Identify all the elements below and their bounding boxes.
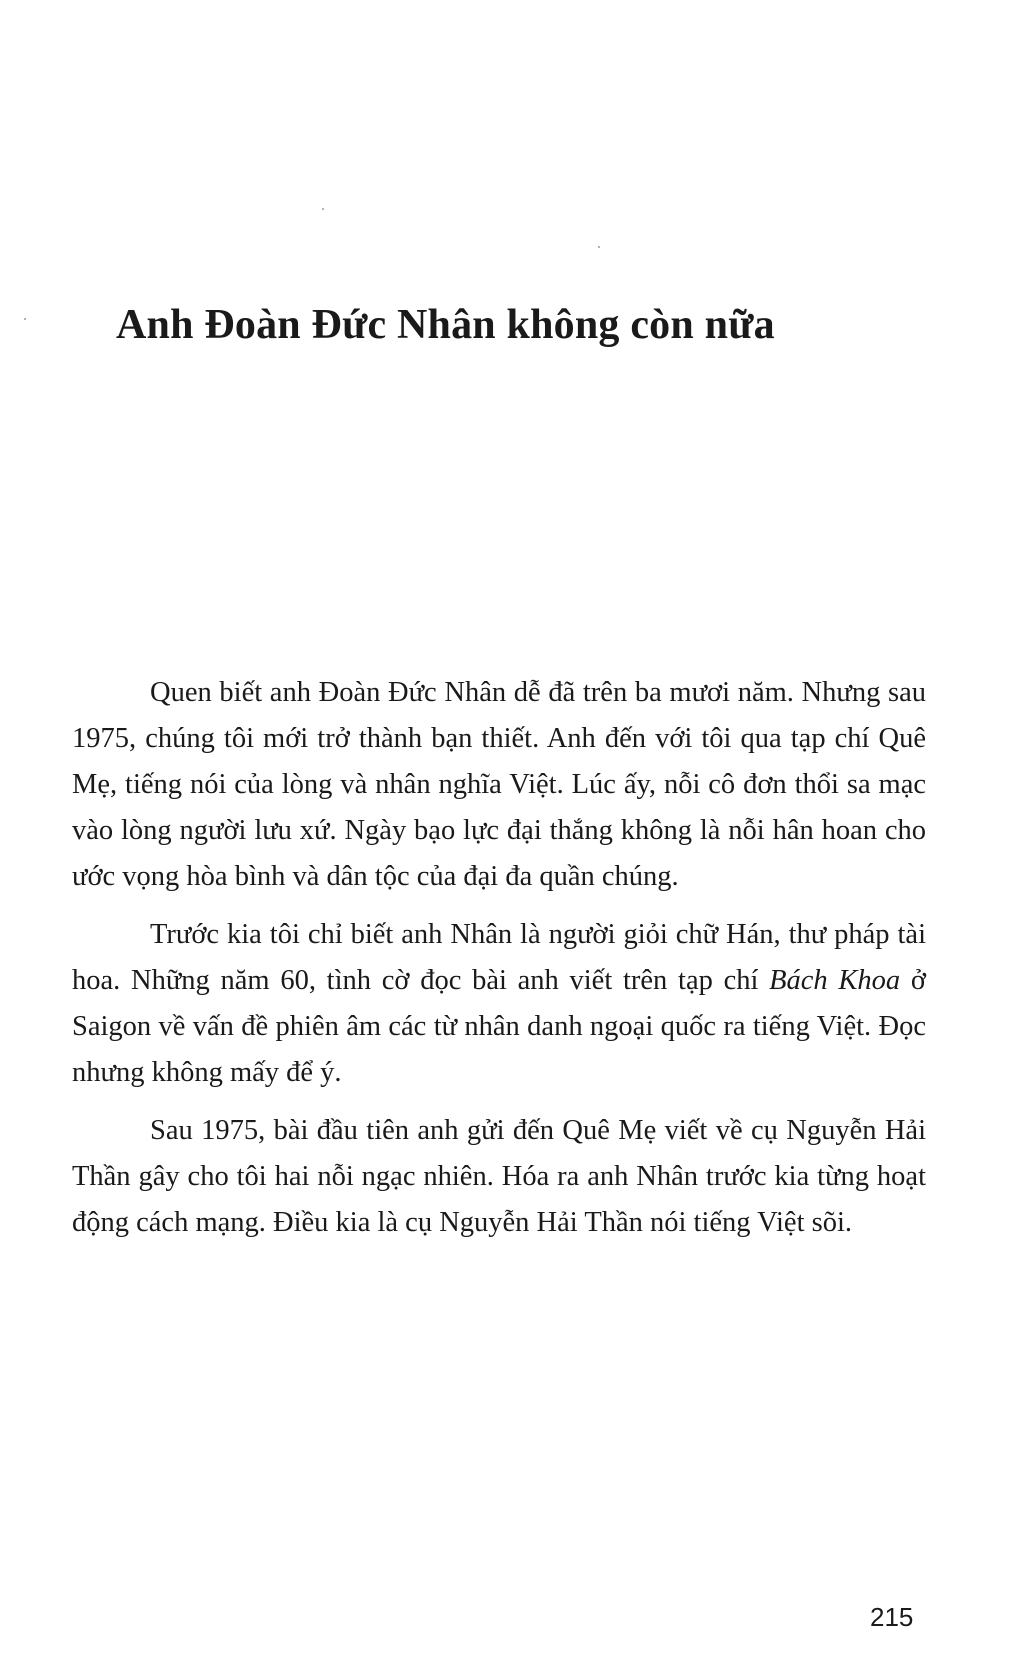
magazine-name: Bách Khoa (769, 965, 901, 996)
scan-speck (24, 318, 26, 320)
paragraph-2-text-end: ở Saigon về vấn đề phiên âm các từ nhân danh ngoại quốc ra tiếng Việt. Đọc nhưng không mấy để ý. (72, 965, 926, 1088)
scan-speck (322, 208, 324, 210)
paragraph-1: Quen biết anh Đoàn Đức Nhân dễ đã trên ba mươi năm. Nhưng sau 1975, chúng tôi mới trở thành bạn thiết. Anh đến với tôi qua tạp chí Quê Mẹ, tiếng nói của lòng và nhân nghĩa Việt. Lúc ấy, nỗi cô đơn thổi sa mạc vào lòng người lưu xứ. Ngày bạo lực đại thắng không là nỗi hân hoan cho ước vọng hòa bình và dân tộc của đại đa quần chúng. (72, 677, 926, 892)
paragraph-3: Sau 1975, bài đầu tiên anh gửi đến Quê Mẹ viết về cụ Nguyễn Hải Thần gây cho tôi hai nỗi ngạc nhiên. Hóa ra anh Nhân trước kia từng hoạt động cách mạng. Điều kia là cụ Nguyễn Hải Thần nói tiếng Việt sõi. (72, 1115, 926, 1238)
chapter-title: Anh Đoàn Đức Nhân không còn nữa (116, 302, 775, 348)
paragraph-2 (72, 912, 926, 1096)
body-text (72, 670, 926, 1258)
paragraph-2-text-start: Trước kia tôi chỉ biết anh Nhân là người giỏi chữ Hán, thư pháp tài hoa. Những năm 60, tình cờ đọc bài anh viết trên tạp chí (72, 919, 926, 996)
page-number: 215 (870, 1602, 914, 1632)
scan-speck (598, 246, 600, 248)
